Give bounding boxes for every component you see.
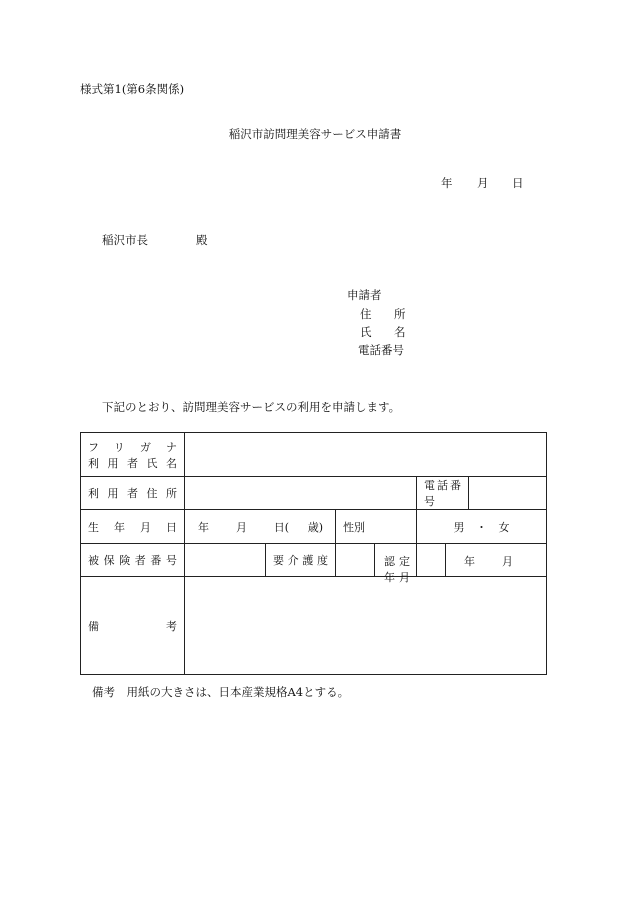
applicant-address-label-1: 住 <box>360 307 372 321</box>
age-unit: 歳) <box>307 520 323 534</box>
birth-year-unit: 年 <box>198 520 209 534</box>
form-number-label: 様式第1(第6条関係) <box>80 82 185 96</box>
cert-label: 認定年月 <box>384 555 410 584</box>
remarks-field[interactable] <box>185 577 547 675</box>
table-row <box>81 433 547 477</box>
gender-options[interactable] <box>417 510 547 544</box>
intro-statement: 下記のとおり、訪問理美容サービスの利用を申請します。 <box>102 400 401 414</box>
gender-separator: ・ <box>476 520 488 534</box>
user-name-field[interactable] <box>185 433 547 477</box>
user-address-label: 利用者住所 <box>81 477 185 510</box>
table-row <box>81 510 547 544</box>
addressee <box>102 232 208 248</box>
user-address-field[interactable] <box>185 477 417 510</box>
applicant-name-label-2: 名 <box>394 325 406 339</box>
care-level-field[interactable] <box>336 544 417 584</box>
table-row <box>81 577 547 675</box>
date-year: 年 <box>441 176 453 190</box>
applicant-name-label-1: 氏 <box>360 325 372 339</box>
gender-female[interactable]: 女 <box>498 520 510 534</box>
addressee-name: 稲沢市長 <box>102 233 148 247</box>
user-name-label: 利用者氏名 <box>88 456 177 470</box>
insured-number-label: 被保険者番号 <box>81 544 185 577</box>
birthdate-field[interactable] <box>185 510 336 544</box>
applicant-heading: 申請者 <box>347 288 382 302</box>
application-form-table <box>80 432 547 675</box>
remarks-label: 備 考 <box>81 577 185 675</box>
date-day: 日 <box>512 176 524 190</box>
addressee-honorific: 殿 <box>196 233 208 247</box>
table-row <box>81 477 547 510</box>
cert-year-unit: 年 <box>464 555 475 568</box>
care-level-label: 要介護度 <box>266 544 336 577</box>
cert-date-field[interactable] <box>417 544 547 577</box>
gender-label: 性別 <box>336 510 417 544</box>
birth-month-unit: 月 <box>236 520 247 534</box>
insured-number-field[interactable] <box>185 544 266 577</box>
cert-month-unit: 月 <box>502 555 513 568</box>
phone-field[interactable] <box>469 477 547 510</box>
date-month: 月 <box>477 176 489 190</box>
gender-male[interactable]: 男 <box>453 520 465 534</box>
birth-day-unit: 日( <box>273 520 289 534</box>
table-row <box>81 544 547 577</box>
footnote: 備考 用紙の大きさは、日本産業規格A4とする。 <box>92 685 350 699</box>
applicant-phone-label: 電話番号 <box>358 343 404 357</box>
document-title: 稲沢市訪問理美容サービス申請書 <box>228 127 402 141</box>
furigana-label: フリガナ <box>88 440 177 454</box>
applicant-address-label-2: 所 <box>394 307 406 321</box>
name-label-cell <box>81 433 185 477</box>
phone-label: 電話番号 <box>417 477 469 510</box>
birthdate-label: 生年月日 <box>81 510 185 544</box>
